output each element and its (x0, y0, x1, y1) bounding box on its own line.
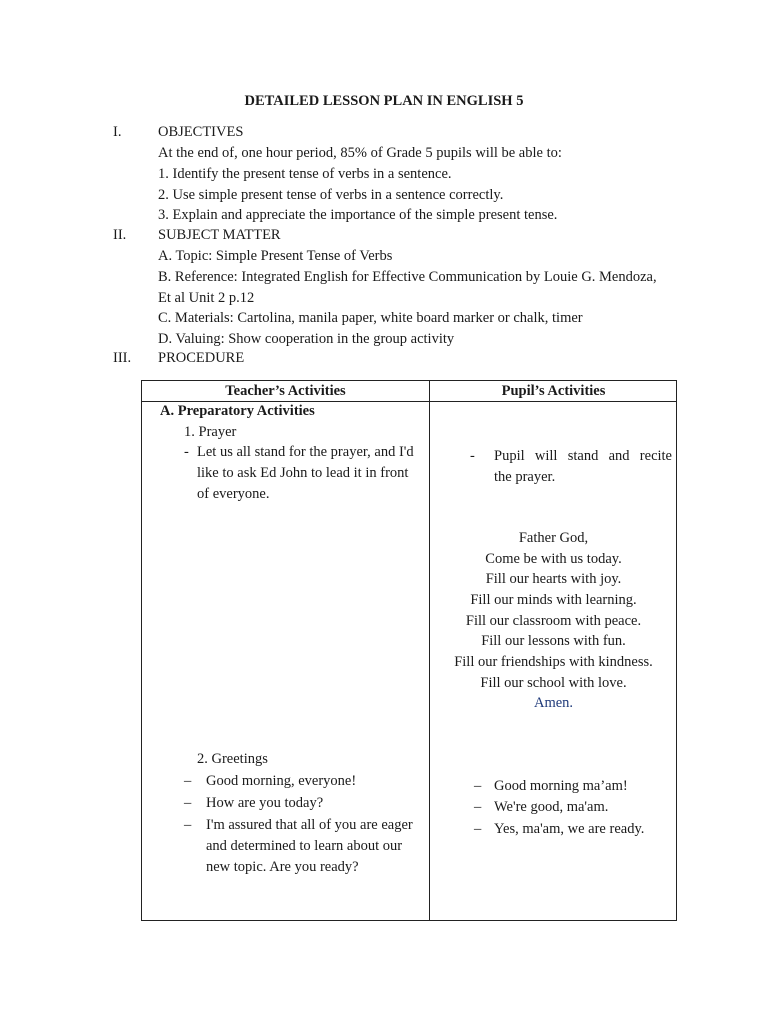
section-number: III. (113, 350, 132, 366)
section-number: I. (113, 124, 122, 140)
dash-bullet: – (474, 778, 482, 794)
teacher-greeting-line: and determined to learn about our (206, 838, 403, 854)
dash-bullet: – (474, 799, 482, 815)
teacher-prayer-line: like to ask Ed John to lead it in front (197, 465, 409, 481)
teacher-greeting-line: How are you today? (206, 795, 324, 811)
prayer-poem-line: Fill our friendships with kindness. (454, 654, 653, 670)
pupil-prayer-line: Pupil will stand and recite (494, 448, 672, 464)
section-a-heading: A. Preparatory Activities (160, 403, 315, 419)
pupil-prayer-line: the prayer. (494, 469, 556, 485)
subject-item: D. Valuing: Show cooperation in the group activity (158, 331, 455, 347)
pupil-greeting-line: We're good, ma'am. (494, 799, 609, 815)
pupil-greeting-line: Good morning ma’am! (494, 778, 628, 794)
subject-item: A. Topic: Simple Present Tense of Verbs (158, 248, 393, 264)
prayer-label: 1. Prayer (184, 424, 237, 440)
dash-bullet: - (184, 444, 189, 460)
prayer-poem-line: Fill our school with love. (480, 675, 627, 691)
dash-bullet: – (184, 773, 192, 789)
dash-bullet: – (184, 795, 192, 811)
section-heading: SUBJECT MATTER (158, 227, 281, 243)
subject-item: C. Materials: Cartolina, manila paper, white board marker or chalk, timer (158, 310, 583, 326)
teacher-prayer-line: Let us all stand for the prayer, and I'd (197, 444, 414, 460)
teacher-greeting-line: new topic. Are you ready? (206, 859, 359, 875)
dash-bullet: – (474, 821, 482, 837)
prayer-poem-amen: Amen. (533, 695, 574, 711)
objective-item: 3. Explain and appreciate the importance of the simple present tense. (158, 207, 558, 223)
procedure-table (141, 380, 677, 921)
prayer-poem-line: Fill our hearts with joy. (485, 571, 622, 587)
teacher-prayer-line: of everyone. (197, 486, 270, 502)
section-number: II. (113, 227, 127, 243)
header-teacher-activities: Teacher’s Activities (225, 383, 346, 399)
objective-item: 2. Use simple present tense of verbs in a sentence correctly. (158, 187, 504, 203)
prayer-poem-line: Fill our classroom with peace. (465, 613, 642, 629)
section-heading: PROCEDURE (158, 350, 245, 366)
objective-item: 1. Identify the present tense of verbs in a sentence. (158, 166, 452, 182)
subject-item: B. Reference: Integrated English for Effective Communication by Louie G. Mendoza, (158, 269, 657, 285)
header-divider (142, 401, 676, 402)
page-title: DETAILED LESSON PLAN IN ENGLISH 5 (244, 93, 524, 109)
teacher-greeting-line: I'm assured that all of you are eager (206, 817, 413, 833)
prayer-poem-line: Fill our minds with learning. (470, 592, 637, 608)
dash-bullet: - (470, 448, 475, 464)
greetings-label: 2. Greetings (197, 751, 268, 767)
pupil-greeting-line: Yes, ma'am, we are ready. (494, 821, 645, 837)
teacher-greeting-line: Good morning, everyone! (206, 773, 357, 789)
subject-item: Et al Unit 2 p.12 (158, 290, 255, 306)
prayer-poem-line: Fill our lessons with fun. (481, 633, 626, 649)
dash-bullet: – (184, 817, 192, 833)
header-pupil-activities: Pupil’s Activities (501, 383, 606, 399)
objective-intro: At the end of, one hour period, 85% of Grade 5 pupils will be able to: (158, 145, 562, 161)
column-divider (429, 381, 430, 920)
prayer-poem-line: Father God, (518, 530, 589, 546)
section-heading: OBJECTIVES (158, 124, 244, 140)
prayer-poem-line: Come be with us today. (485, 551, 622, 567)
